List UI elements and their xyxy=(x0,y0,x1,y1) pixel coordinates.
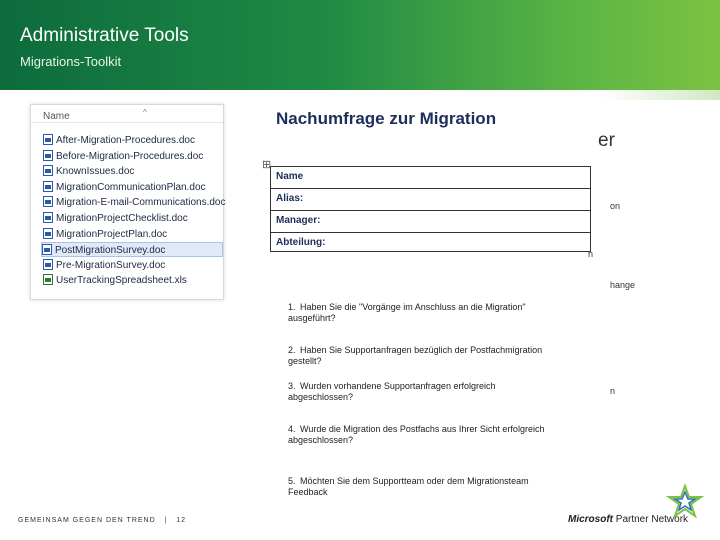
question-number: 3. xyxy=(288,381,296,391)
file-row[interactable] xyxy=(43,149,221,164)
word-document-icon xyxy=(43,259,53,270)
logo-text: Partner Network xyxy=(615,514,689,525)
form-label: Alias: xyxy=(276,193,304,204)
logo-brand: Microsoft xyxy=(568,514,613,525)
header-banner xyxy=(0,0,720,90)
word-document-icon xyxy=(42,244,52,255)
form-row-department xyxy=(271,233,590,253)
survey-question xyxy=(288,381,548,403)
column-header-name[interactable] xyxy=(31,105,223,123)
footer-text xyxy=(18,517,186,524)
column-header-label: Name xyxy=(43,111,70,122)
word-document-icon xyxy=(43,165,53,176)
question-text: Möchten Sie dem Supportteam oder dem Migrationsteam Feedback xyxy=(288,476,529,497)
file-name: UserTrackingSpreadsheet.xls xyxy=(56,275,187,287)
page-subtitle: Migrations-Toolkit xyxy=(20,54,122,69)
question-number: 2. xyxy=(288,345,296,355)
question-number: 4. xyxy=(288,424,296,434)
file-name: KnownIssues.doc xyxy=(56,166,135,178)
question-text: Haben Sie die "Vorgänge im Anschluss an die Migration" ausgeführt? xyxy=(288,302,526,323)
file-name: Migration-E-mail-Communications.doc xyxy=(56,197,226,209)
survey-question xyxy=(288,424,548,446)
form-label: Abteilung: xyxy=(276,237,326,248)
survey-title: Nachumfrage zur Migration xyxy=(276,109,497,128)
word-document-icon xyxy=(43,212,53,223)
expand-plus-icon: ⊞ xyxy=(262,159,272,171)
footer-separator: | xyxy=(164,517,168,524)
question-text: Wurden vorhandene Supportanfragen erfolgreich abgeschlossen? xyxy=(288,381,496,402)
question-number: 1. xyxy=(288,302,296,312)
file-name: MigrationCommunicationPlan.doc xyxy=(56,181,206,193)
spreadsheet-file-icon xyxy=(43,274,53,285)
survey-fragment-er: er xyxy=(598,130,615,151)
file-name: MigrationProjectChecklist.doc xyxy=(56,213,188,224)
survey-document-image xyxy=(240,104,660,497)
file-row[interactable] xyxy=(43,164,221,179)
file-row[interactable] xyxy=(43,258,221,273)
page-number: 12 xyxy=(176,517,186,524)
file-name: Before-Migration-Procedures.doc xyxy=(56,150,204,162)
survey-question xyxy=(288,476,548,498)
word-document-icon xyxy=(43,228,53,239)
side-fragment: n xyxy=(588,249,594,259)
word-document-icon xyxy=(43,181,53,192)
partner-star-icon xyxy=(668,484,702,518)
survey-form-table xyxy=(270,166,591,252)
file-row[interactable] xyxy=(43,273,221,288)
survey-question xyxy=(288,302,548,324)
file-row[interactable] xyxy=(43,180,221,195)
question-text: Wurde die Migration des Postfachs aus Ihrer Sicht erfolgreich abgeschlossen? xyxy=(288,424,545,445)
form-label: Manager: xyxy=(276,215,321,226)
question-number: 5. xyxy=(288,476,296,486)
file-name: PostMigrationSurvey.doc xyxy=(55,245,166,257)
form-label: Name xyxy=(276,171,304,182)
banner-stripe xyxy=(600,90,720,100)
side-fragment: hange xyxy=(610,280,636,290)
file-row[interactable] xyxy=(43,133,221,148)
sort-arrow-icon: ^ xyxy=(143,108,147,117)
file-row[interactable] xyxy=(43,195,226,210)
file-row[interactable] xyxy=(43,227,221,242)
side-fragment: on xyxy=(610,201,621,211)
file-name: MigrationProjectPlan.doc xyxy=(56,228,168,240)
file-explorer-panel xyxy=(30,104,224,300)
form-row-alias xyxy=(271,189,590,211)
word-document-icon xyxy=(43,150,53,161)
form-row-name xyxy=(271,167,590,189)
form-row-manager xyxy=(271,211,590,233)
side-fragment: n xyxy=(610,386,616,396)
file-name: After-Migration-Procedures.doc xyxy=(56,135,195,146)
file-name: Pre-MigrationSurvey.doc xyxy=(56,259,166,271)
word-document-icon xyxy=(43,196,53,207)
survey-question xyxy=(288,345,548,367)
word-document-icon xyxy=(43,134,53,145)
footer-slogan: GEMEINSAM GEGEN DEN TREND xyxy=(18,517,156,524)
question-text: Haben Sie Supportanfragen bezüglich der Postfachmigration gestellt? xyxy=(288,345,543,366)
page-title: Administrative Tools xyxy=(20,25,189,46)
file-row[interactable] xyxy=(43,211,221,226)
file-row[interactable] xyxy=(41,242,223,257)
